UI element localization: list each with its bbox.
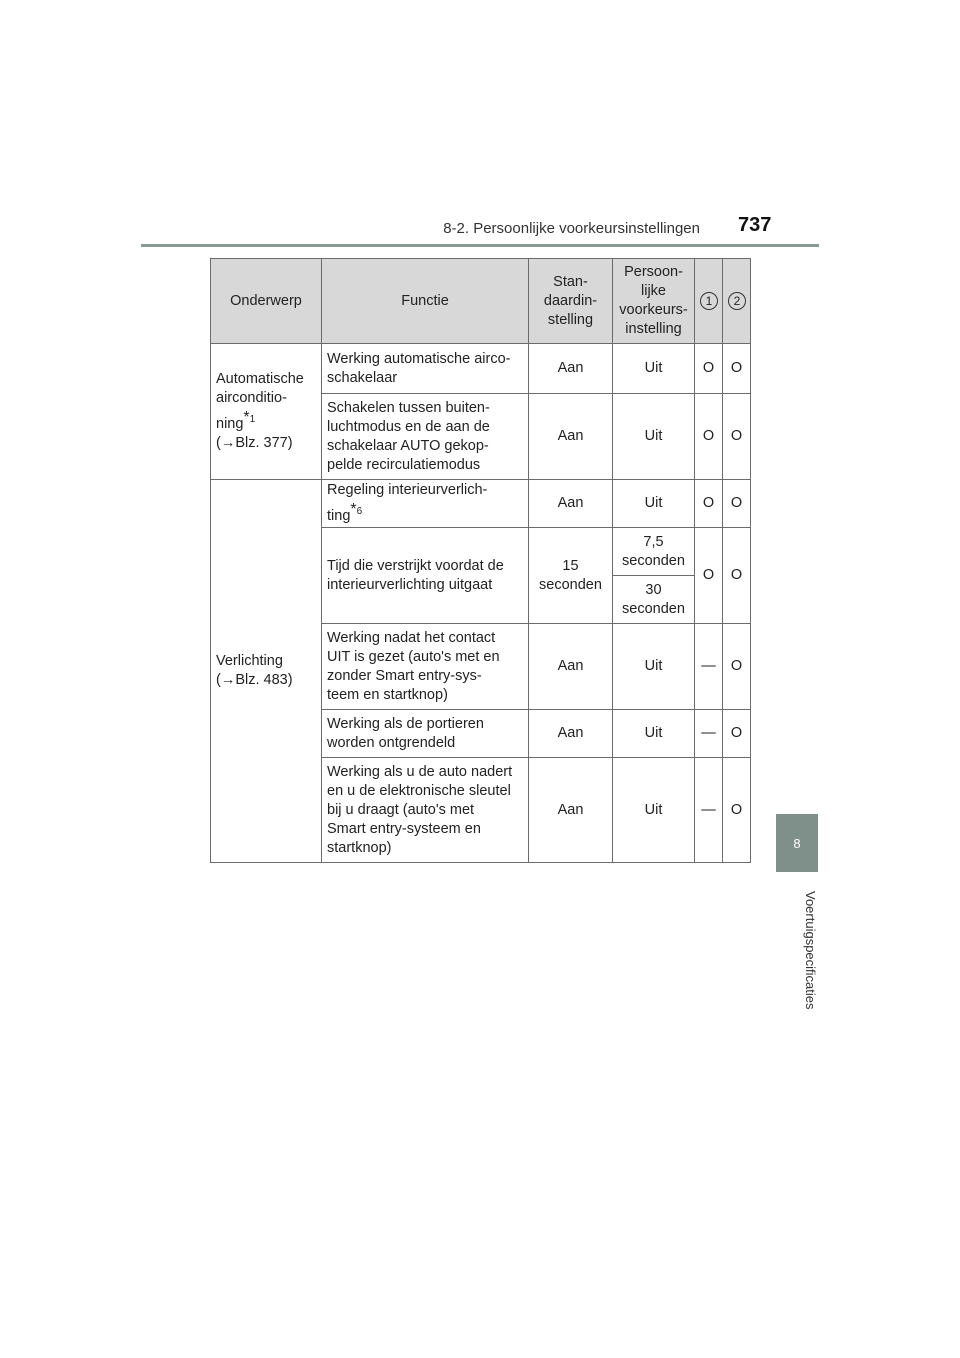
row-c2: O xyxy=(723,480,751,528)
row-personal: Uit xyxy=(613,710,695,758)
row-personal: Uit xyxy=(613,624,695,710)
row-c1: O xyxy=(695,344,723,394)
group-aircon-title: Automatische airconditio- ning xyxy=(216,371,304,432)
row-personal: Uit xyxy=(613,394,695,480)
row-c1: — xyxy=(695,758,723,863)
chapter-label: Voertuigspecificaties xyxy=(803,890,818,1010)
row-c2: O xyxy=(723,710,751,758)
row-function: Werking als de portieren worden ontgrendeld xyxy=(322,710,529,758)
header-item: Onderwerp xyxy=(211,259,322,344)
row-default: Aan xyxy=(529,344,613,394)
row-c2: O xyxy=(723,624,751,710)
settings-table xyxy=(210,258,751,863)
row-default: Aan xyxy=(529,394,613,480)
circled-2-icon: 2 xyxy=(728,292,746,310)
row-default: Aan xyxy=(529,480,613,528)
group-aircon xyxy=(211,344,322,480)
row-c2: O xyxy=(723,394,751,480)
chapter-number: 8 xyxy=(793,835,801,851)
row-function-text: Regeling interieurverlich- ting xyxy=(327,482,488,524)
row-c2: O xyxy=(723,758,751,863)
row-default: Aan xyxy=(529,758,613,863)
circled-1-icon: 1 xyxy=(700,292,718,310)
header-default: Stan- daardin- stelling xyxy=(529,259,613,344)
lighting-note: 6 xyxy=(356,506,363,518)
group-lighting xyxy=(211,480,322,863)
row-default: Aan xyxy=(529,710,613,758)
row-personal-a: 7,5 seconden xyxy=(613,528,695,576)
group-lighting-title: Verlichting xyxy=(216,653,283,669)
row-c1: O xyxy=(695,480,723,528)
table-row xyxy=(211,480,751,528)
chapter-tab[interactable] xyxy=(776,814,818,872)
row-function xyxy=(322,480,529,528)
asterisk-icon: * xyxy=(243,409,250,427)
aircon-note: 1 xyxy=(249,414,256,426)
header-title: 8-2. Persoonlijke voorkeursinstellingen xyxy=(443,220,700,237)
row-c1: O xyxy=(695,394,723,480)
row-function: Werking nadat het contact UIT is gezet (auto's met en zonder Smart entry-sys- teem en startknop) xyxy=(322,624,529,710)
header-col1 xyxy=(695,259,723,344)
row-personal-b: 30 seconden xyxy=(613,576,695,624)
row-personal: Uit xyxy=(613,758,695,863)
row-function: Werking als u de auto nadert en u de elektronische sleutel bij u draagt (auto's met Smart entry-systeem en startknop) xyxy=(322,758,529,863)
header-function: Functie xyxy=(322,259,529,344)
row-c1: — xyxy=(695,624,723,710)
header-rule xyxy=(141,244,819,247)
row-personal: Uit xyxy=(613,344,695,394)
row-personal: Uit xyxy=(613,480,695,528)
row-function: Tijd die verstrijkt voordat de interieurverlichting uitgaat xyxy=(322,528,529,624)
row-function: Schakelen tussen buiten- luchtmodus en de aan de schakelaar AUTO gekop- pelde recirculatiemodus xyxy=(322,394,529,480)
table-header-row xyxy=(211,259,751,344)
page-number: 737 xyxy=(738,214,772,236)
asterisk-icon: * xyxy=(350,501,357,519)
row-c2: O xyxy=(723,344,751,394)
table-row xyxy=(211,344,751,394)
row-c1: O xyxy=(695,528,723,624)
row-c1: — xyxy=(695,710,723,758)
row-c2: O xyxy=(723,528,751,624)
header-personal: Persoon- lijke voorkeurs- instelling xyxy=(613,259,695,344)
row-default: Aan xyxy=(529,624,613,710)
header-col2 xyxy=(723,259,751,344)
group-aircon-ref[interactable]: (→Blz. 377) xyxy=(216,434,293,451)
row-function: Werking automatische airco- schakelaar xyxy=(322,344,529,394)
group-lighting-ref[interactable]: (→Blz. 483) xyxy=(216,672,293,688)
row-default: 15 seconden xyxy=(529,528,613,624)
